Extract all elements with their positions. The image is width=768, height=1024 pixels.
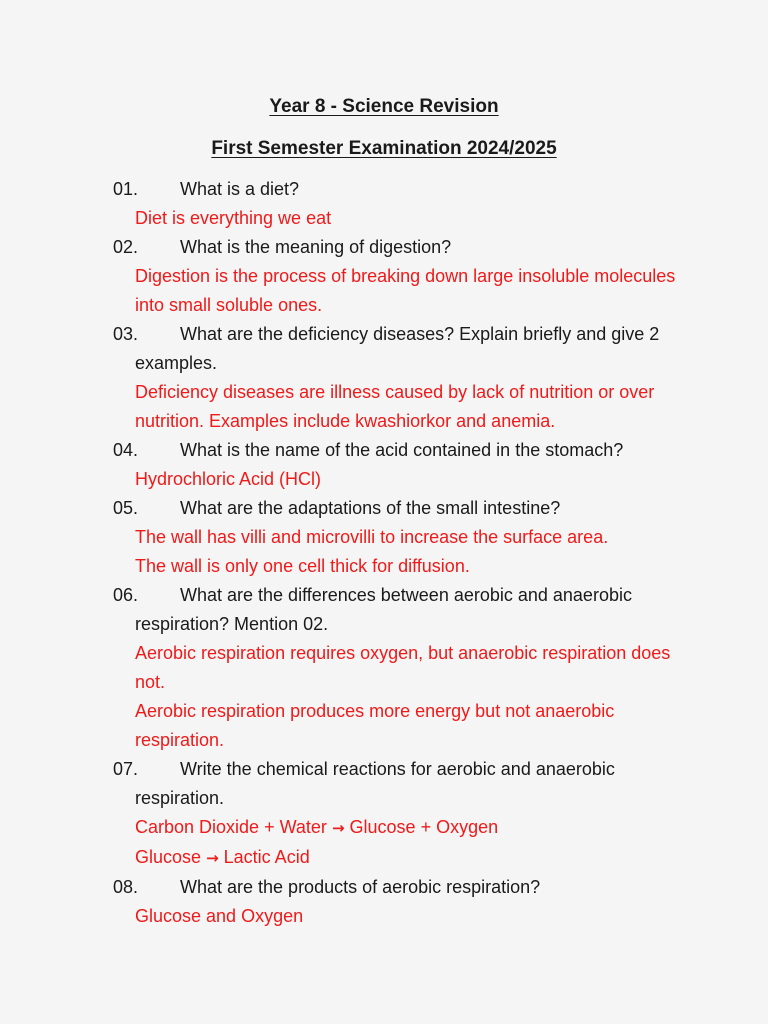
question-text: What are the differences between aerobic and anaerobic respiration? Mention 02. [135, 585, 632, 634]
question-06 [113, 581, 693, 639]
answer: Aerobic respiration produces more energy but not anaerobic respiration. [135, 701, 615, 750]
question-number: 04. [113, 440, 139, 460]
arrow-right-icon: → [331, 819, 345, 837]
answer: Deficiency diseases are illness caused by lack of nutrition or over nutrition. Examples include kwashiorkor and anemia. [135, 382, 655, 431]
document-title: Year 8 - Science Revision [269, 96, 499, 117]
question-number: 07. [113, 759, 139, 779]
question-07 [113, 755, 693, 813]
question-03 [113, 320, 693, 378]
question-number: 05. [113, 498, 139, 518]
answer: Aerobic respiration requires oxygen, but anaerobic respiration does not. [135, 643, 671, 692]
answer: Hydrochloric Acid (HCl) [135, 469, 322, 489]
question-08 [113, 873, 693, 902]
question-number: 01. [113, 179, 139, 199]
products: Lactic Acid [223, 847, 310, 867]
answer: The wall has villi and microvilli to increase the surface area. [135, 527, 609, 547]
question-01 [113, 175, 693, 204]
reaction-aerobic [113, 813, 693, 843]
question-text: What is a diet? [180, 179, 300, 199]
products: Glucose + Oxygen [349, 817, 499, 837]
question-number: 06. [113, 585, 139, 605]
question-list [113, 175, 693, 931]
reactants: Carbon Dioxide + Water [135, 817, 327, 837]
question-02 [113, 233, 693, 262]
question-text: What are the deficiency diseases? Explain briefly and give 2 examples. [135, 324, 660, 373]
question-04 [113, 436, 693, 465]
question-05 [113, 494, 693, 523]
question-number: 08. [113, 877, 139, 897]
question-text: What are the adaptations of the small intestine? [180, 498, 561, 518]
question-number: 03. [113, 324, 139, 344]
question-text: What is the name of the acid contained in the stomach? [180, 440, 624, 460]
question-text: What are the products of aerobic respiration? [180, 877, 541, 897]
question-text: What is the meaning of digestion? [180, 237, 452, 257]
question-number: 02. [113, 237, 139, 257]
answer: Diet is everything we eat [135, 208, 332, 228]
question-text: Write the chemical reactions for aerobic and anaerobic respiration. [135, 759, 615, 808]
arrow-right-icon: → [206, 849, 219, 867]
answer: Glucose and Oxygen [135, 906, 304, 926]
answer: The wall is only one cell thick for diffusion. [135, 556, 470, 576]
reactants: Glucose [135, 847, 202, 867]
document-subtitle: First Semester Examination 2024/2025 [211, 138, 557, 159]
reaction-anaerobic [113, 843, 693, 873]
answer: Digestion is the process of breaking down large insoluble molecules into small soluble ones. [135, 266, 676, 315]
